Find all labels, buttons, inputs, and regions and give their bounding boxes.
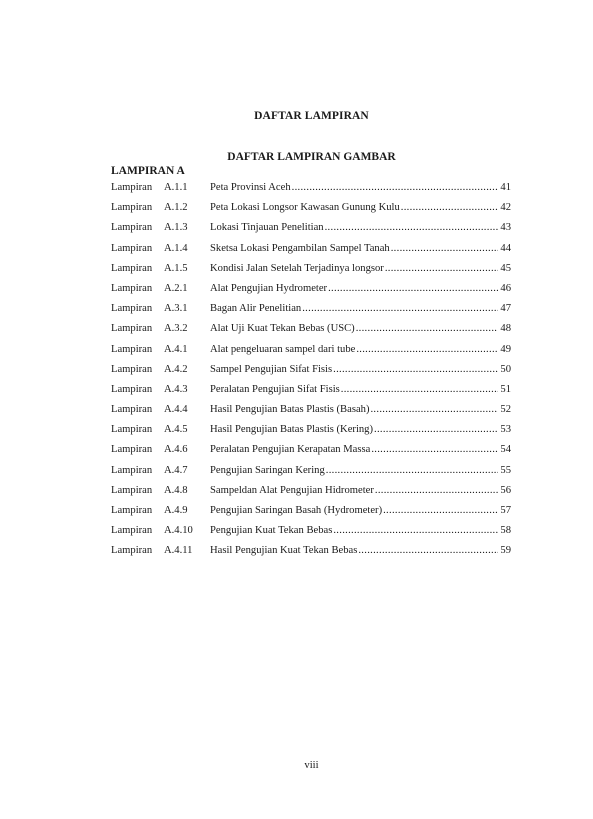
dot-leader — [333, 525, 498, 536]
entry-page: 51 — [500, 383, 511, 395]
list-item — [111, 182, 511, 202]
entry-title: Pengujian Kuat Tekan Bebas — [210, 525, 333, 537]
entry-label: Lampiran — [111, 424, 153, 436]
entry-page: 42 — [500, 202, 511, 214]
entry-code: A.1.5 — [164, 262, 188, 274]
page-number — [0, 760, 593, 771]
dot-leader — [358, 545, 498, 556]
entry-page: 47 — [500, 303, 511, 315]
list-item — [111, 404, 511, 424]
list-item — [111, 485, 511, 505]
dot-leader — [328, 283, 498, 294]
entry-code: A.4.7 — [164, 464, 188, 476]
entry-title: Lokasi Tinjauan Penelitian — [210, 222, 324, 234]
entry-label: Lampiran — [111, 484, 153, 496]
entry-label: Lampiran — [111, 444, 153, 456]
list-item — [111, 202, 511, 222]
entry-page: 49 — [500, 343, 511, 355]
list-item — [111, 444, 511, 464]
entry-code: A.1.4 — [164, 242, 188, 254]
dot-leader — [302, 303, 498, 314]
list-item — [111, 263, 511, 283]
dot-leader — [292, 182, 498, 193]
dot-leader — [385, 263, 498, 274]
entry-code: A.1.1 — [164, 182, 188, 193]
entry-label: Lampiran — [111, 202, 153, 214]
entry-label: Lampiran — [111, 545, 153, 557]
document-title-text: DAFTAR LAMPIRAN — [254, 110, 369, 122]
entry-page: 57 — [500, 505, 511, 516]
entry-page: 48 — [500, 323, 511, 335]
entry-code: A.2.1 — [164, 282, 188, 294]
document-title — [0, 110, 593, 122]
entry-title: Pengujian Saringan Kering — [210, 464, 325, 476]
entry-page: 53 — [500, 424, 511, 436]
entry-page: 41 — [500, 182, 511, 193]
list-item — [111, 323, 511, 343]
entry-code: A.4.1 — [164, 343, 188, 355]
document-subtitle-text: DAFTAR LAMPIRAN GAMBAR — [227, 151, 396, 163]
list-item — [111, 384, 511, 404]
entry-page: 55 — [500, 464, 511, 476]
dot-leader — [370, 404, 498, 415]
list-item — [111, 243, 511, 263]
entry-label: Lampiran — [111, 323, 153, 335]
dot-leader — [371, 444, 498, 455]
entry-label: Lampiran — [111, 404, 153, 416]
entry-label: Lampiran — [111, 343, 153, 355]
entry-code: A.4.11 — [164, 545, 193, 557]
dot-leader — [341, 384, 498, 395]
list-item — [111, 505, 511, 525]
entry-title: Sampeldan Alat Pengujian Hidrometer — [210, 484, 374, 496]
entry-label: Lampiran — [111, 505, 153, 516]
entry-page: 45 — [500, 262, 511, 274]
entry-label: Lampiran — [111, 525, 153, 537]
dot-leader — [333, 364, 498, 375]
entry-code: A.1.2 — [164, 202, 188, 214]
entry-code: A.4.8 — [164, 484, 188, 496]
entry-code: A.4.3 — [164, 383, 188, 395]
entry-page: 54 — [500, 444, 511, 456]
page-number-text: viii — [304, 760, 319, 771]
entry-title: Sketsa Lokasi Pengambilan Sampel Tanah — [210, 242, 390, 254]
entry-title: Hasil Pengujian Batas Plastis (Kering) — [210, 424, 374, 436]
entry-page: 59 — [500, 545, 511, 557]
entry-title: Alat Uji Kuat Tekan Bebas (USC) — [210, 323, 355, 335]
entry-page: 50 — [500, 363, 511, 375]
entry-label: Lampiran — [111, 222, 153, 234]
entry-code: A.4.9 — [164, 505, 188, 516]
entry-code: A.1.3 — [164, 222, 188, 234]
entry-title: Peralatan Pengujian Sifat Fisis — [210, 383, 340, 395]
entry-code: A.4.2 — [164, 363, 188, 375]
entry-page: 56 — [500, 484, 511, 496]
entry-code: A.4.5 — [164, 424, 188, 436]
list-item — [111, 545, 511, 565]
entry-page: 43 — [500, 222, 511, 234]
entry-code: A.4.6 — [164, 444, 188, 456]
list-item — [111, 424, 511, 444]
section-heading: LAMPIRAN A — [111, 165, 185, 177]
entry-label: Lampiran — [111, 182, 153, 193]
entry-page: 52 — [500, 404, 511, 416]
entry-title: Sampel Pengujian Sifat Fisis — [210, 363, 333, 375]
entry-title: Peta Provinsi Aceh — [210, 182, 291, 193]
entry-label: Lampiran — [111, 383, 153, 395]
list-item — [111, 344, 511, 364]
entry-label: Lampiran — [111, 303, 153, 315]
entry-label: Lampiran — [111, 262, 153, 274]
dot-leader — [401, 202, 498, 213]
entry-title: Pengujian Saringan Basah (Hydrometer) — [210, 505, 383, 516]
appendix-list — [111, 182, 511, 566]
entry-page: 46 — [500, 282, 511, 294]
entry-title: Peta Lokasi Longsor Kawasan Gunung Kulu — [210, 202, 400, 214]
entry-code: A.4.4 — [164, 404, 188, 416]
entry-code: A.4.10 — [164, 525, 193, 537]
entry-label: Lampiran — [111, 282, 153, 294]
entry-title: Peralatan Pengujian Kerapatan Massa — [210, 444, 371, 456]
entry-label: Lampiran — [111, 363, 153, 375]
list-item — [111, 283, 511, 303]
entry-title: Alat pengeluaran sampel dari tube — [210, 343, 356, 355]
entry-code: A.3.2 — [164, 323, 188, 335]
dot-leader — [375, 485, 498, 496]
list-item — [111, 303, 511, 323]
dot-leader — [391, 243, 498, 254]
entry-title: Kondisi Jalan Setelah Terjadinya longsor — [210, 262, 384, 274]
document-subtitle — [0, 151, 593, 163]
dot-leader — [326, 465, 498, 476]
list-item — [111, 364, 511, 384]
dot-leader — [374, 424, 498, 435]
entry-label: Lampiran — [111, 242, 153, 254]
entry-label: Lampiran — [111, 464, 153, 476]
entry-title: Alat Pengujian Hydrometer — [210, 282, 328, 294]
dot-leader — [356, 323, 498, 334]
entry-page: 44 — [500, 242, 511, 254]
entry-code: A.3.1 — [164, 303, 188, 315]
list-item — [111, 222, 511, 242]
dot-leader — [383, 505, 498, 516]
dot-leader — [356, 344, 498, 355]
entry-title: Hasil Pengujian Kuat Tekan Bebas — [210, 545, 358, 557]
entry-title: Bagan Alir Penelitian — [210, 303, 302, 315]
entry-page: 58 — [500, 525, 511, 537]
list-item — [111, 465, 511, 485]
dot-leader — [325, 222, 498, 233]
list-item — [111, 525, 511, 545]
entry-title: Hasil Pengujian Batas Plastis (Basah) — [210, 404, 370, 416]
